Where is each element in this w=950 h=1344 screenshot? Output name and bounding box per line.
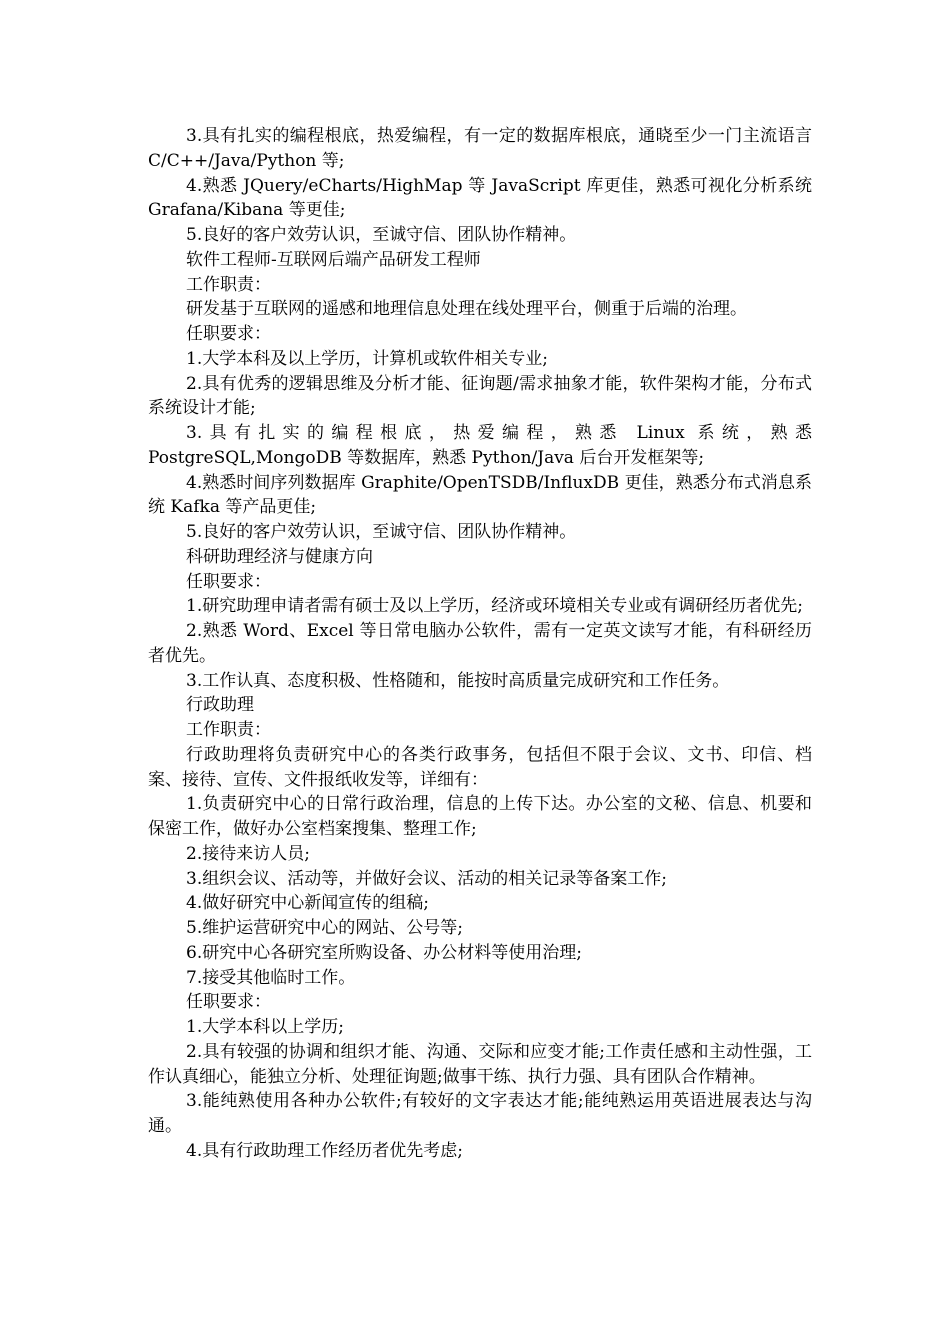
paragraph: 3.能纯熟使用各种办公软件;有较好的文字表达才能;能纯熟运用英语进展表达与沟通。 (148, 1091, 812, 1136)
paragraph: 行政助理将负责研究中心的各类行政事务，包括但不限于会议、文书、印信、档案、接待、宣传、文件报纸收发等，详细有： (148, 744, 812, 790)
paragraph: 工作职责： (186, 274, 271, 295)
paragraph: 1.研究助理申请者需有硕士及以上学历，经济或环境相关专业或有调研经历者优先; (186, 596, 803, 617)
paragraph: 4.熟悉 JQuery/eCharts/HighMap 等 JavaScript 库更佳，熟悉可视化分析系统 Grafana/Kibana 等更佳; (148, 175, 812, 221)
paragraph: 4.具有行政助理工作经历者优先考虑; (186, 1140, 463, 1161)
paragraph: 2.具有优秀的逻辑思维及分析才能、征询题/需求抽象才能，软件架构才能，分布式系统设计才能; (148, 373, 812, 419)
document-body (148, 124, 812, 1164)
paragraph: 3.具有扎实的编程根底，热爱编程，熟悉 Linux 系统，熟悉 PostgreSQL,MongoDB 等数据库，熟悉 Python/Java 后台开发框架等; (148, 423, 812, 468)
paragraph: 5.良好的客户效劳认识，至诚守信、团队协作精神。 (186, 225, 577, 245)
paragraph: 3.具有扎实的编程根底，热爱编程，有一定的数据库根底，通晓至少一门主流语言 C/C++/Java/Python 等; (148, 126, 812, 171)
paragraph: 6.研究中心各研究室所购设备、办公材料等使用治理; (186, 942, 582, 963)
section-heading: 行政助理 (186, 695, 254, 716)
paragraph: 4.做好研究中心新闻宣传的组稿; (186, 893, 429, 914)
paragraph: 5.良好的客户效劳认识，至诚守信、团队协作精神。 (186, 522, 577, 542)
paragraph: 任职要求： (186, 571, 271, 592)
paragraph: 4.熟悉时间序列数据库 Graphite/OpenTSDB/InfluxDB 更佳，熟悉分布式消息系统 Kafka 等产品更佳; (148, 472, 812, 518)
section-heading: 软件工程师-互联网后端产品研发工程师 (186, 249, 481, 270)
paragraph: 研发基于互联网的遥感和地理信息处理在线处理平台，侧重于后端的治理。 (186, 299, 747, 320)
paragraph: 3.工作认真、态度积极、性格随和，能按时高质量完成研究和工作任务。 (186, 670, 730, 691)
paragraph: 3.组织会议、活动等，并做好会议、活动的相关记录等备案工作; (186, 868, 667, 889)
paragraph: 7.接受其他临时工作。 (186, 967, 356, 988)
paragraph: 2.熟悉 Word、Excel 等日常电脑办公软件，需有一定英文读写才能，有科研经历者优先。 (148, 621, 812, 666)
section-heading: 科研助理经济与健康方向 (186, 546, 373, 567)
paragraph: 任职要求： (186, 324, 271, 344)
paragraph: 工作职责： (186, 720, 271, 740)
paragraph: 1.大学本科及以上学历，计算机或软件相关专业; (186, 348, 548, 369)
paragraph: 2.具有较强的协调和组织才能、沟通、交际和应变才能;工作责任感和主动性强，工作认真细心，能独立分析、处理征询题;做事干练、执行力强、具有团队合作精神。 (148, 1041, 812, 1087)
paragraph: 5.维护运营研究中心的网站、公号等; (186, 918, 463, 938)
paragraph: 1.大学本科以上学历; (186, 1017, 344, 1037)
paragraph: 任职要求： (186, 992, 271, 1013)
paragraph: 1.负责研究中心的日常行政治理，信息的上传下达。办公室的文秘、信息、机要和保密工作，做好办公室档案搜集、整理工作; (148, 794, 812, 839)
paragraph: 2.接待来访人员; (186, 843, 310, 864)
